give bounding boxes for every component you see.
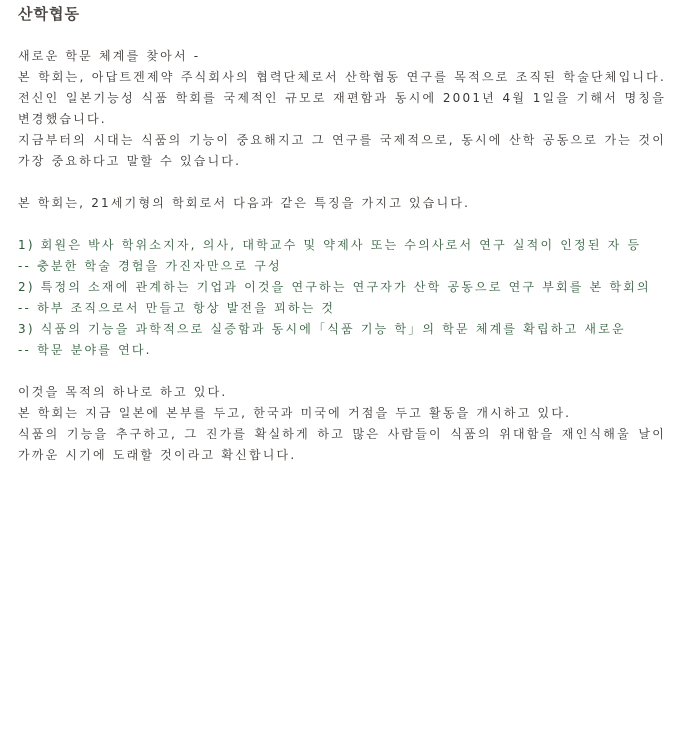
closing-paragraph-3: 식품의 기능을 추구하고, 그 진가를 확실하게 하고 많은 사람들이 식품의 위대함을 재인식해울 날이 가까운 시기에 도래할 것이라고 확신합니다. <box>18 427 666 462</box>
intro-lead: 새로운 학문 체계를 찾아서 - <box>18 49 201 63</box>
feature-item: 3) 식품의 기능을 과학적으로 실증함과 동시에「식품 기능 학」의 학문 체계를 확립하고 새로운 <box>18 322 626 336</box>
feature-item: -- 하부 조직으로서 만들고 항상 발전을 꾀하는 것 <box>18 301 336 315</box>
feature-item: -- 학문 분야를 연다. <box>18 343 152 357</box>
intro-paragraph-1: 본 학회는, 아답트겐제약 주식회사의 협력단체로서 산학협동 연구를 목적으로 조직된 학술단체입니다. 전신인 일본기능성 식품 학회를 국제적인 규모로 재편함과 동시에 2001년 4월 1일을 기해서 명칭을 변경했습니다. <box>18 70 666 126</box>
closing-section <box>18 382 666 466</box>
intro-section <box>18 46 666 172</box>
features-section <box>18 193 666 361</box>
features-intro: 본 학회는, 21세기형의 학회로서 다음과 같은 특징을 가지고 있습니다. <box>18 196 471 210</box>
closing-paragraph-2: 본 학회는 지금 일본에 본부를 두고, 한국과 미국에 거점을 두고 활동을 개시하고 있다. <box>18 406 572 420</box>
feature-item: 1) 회원은 박사 학위소지자, 의사, 대학교수 및 약제사 또는 수의사로서 연구 실적이 인정된 자 등 <box>18 238 642 252</box>
page-title: 산학협동 <box>18 5 80 23</box>
closing-paragraph-1: 이것을 목적의 하나로 하고 있다. <box>18 385 228 399</box>
feature-item: 2) 특정의 소재에 관계하는 기업과 이것을 연구하는 연구자가 산학 공동으로 연구 부회를 본 학회의 <box>18 280 651 294</box>
intro-paragraph-2: 지금부터의 시대는 식품의 기능이 중요해지고 그 연구를 국제적으로, 동시에 산학 공동으로 가는 것이 가장 중요하다고 말할 수 있습니다. <box>18 133 666 168</box>
feature-item: -- 충분한 학술 경험을 가진자만으로 구성 <box>18 259 282 273</box>
